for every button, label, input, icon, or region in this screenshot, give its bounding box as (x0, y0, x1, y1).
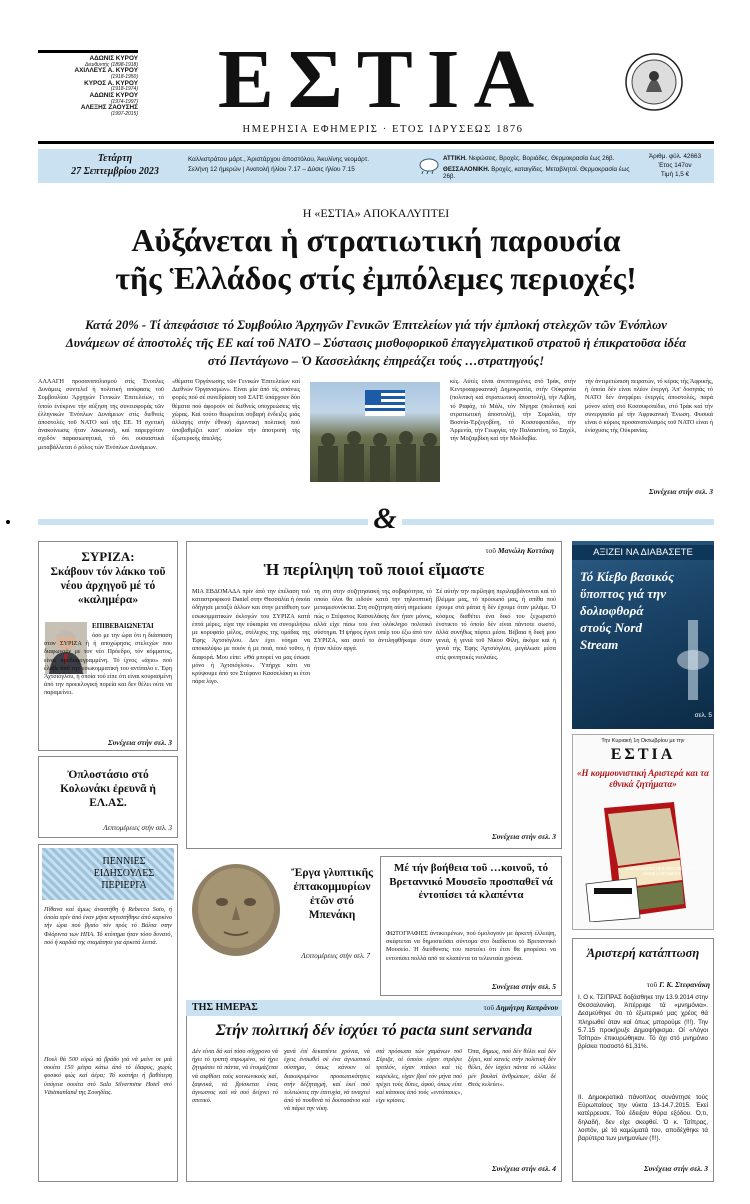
founder-years: Διευθυντής (1898-1918) (84, 61, 138, 68)
seal-icon (624, 52, 684, 112)
museum-continued: Συνέχεια στήν σελ. 5 (491, 982, 556, 991)
lead-headline-line2: τῆς Ἑλλάδος στίς ἐμπόλεμες περιοχές! (115, 260, 637, 296)
weather-attica-label: ΑΤΤΙΚΗ. (443, 155, 467, 162)
weather-thess-text: Βροχές, καταιγίδες. Μεταβλητοί. Θερμοκρασία έως 26β. (443, 166, 630, 180)
olympiakos-title: Ὀπλοστάσιο στό Κολωνάκι ἐρευνᾶ ἡ ΕΛ.ΑΣ. (60, 769, 156, 809)
sculpture-photo (186, 858, 286, 962)
founder-name: ΑΔΩΝΙΣ ΚΥΡΟΥ (89, 91, 138, 99)
founder-name: ΚΥΡΟΣ Α. ΚΥΡΟΥ (84, 79, 138, 87)
mainstory-author-prefix: τοῦ (485, 546, 497, 555)
founder-years: (1918-1950) (110, 74, 138, 81)
masthead-title: ΕΣΤΙΑ (217, 33, 549, 126)
saints-text: Καλλιστράτου μάρτ., Άριστάρχου άποστόλου, Άκυλίνης νεομάρτ. (188, 156, 370, 163)
weather-attica (443, 155, 633, 162)
imeras-continued: Συνέχεια στήν σελ. 4 (491, 1164, 556, 1173)
pipeline-icon (672, 620, 712, 700)
aristeri-paragraph-2: II. Δημοκρατικά πάνοπλος συνάντησε τούς Εύρωπαίους την νύκτα 13-14.7.2015. Έκεί κατέρρευσε. Τού έδειξαν θύρα εξόδου. Ό,τι, δηλαδή, δεν είχε σκεφθεί. Ό κ. Τσίπρας, λοιπόν, μέ τά καμώματά του, αποδέχθηκε τά βαρύτερα των μνημονίων (!!!). (578, 1094, 708, 1143)
founders-box (38, 50, 138, 120)
issue-price: Τιμή 1,5 € (660, 171, 690, 178)
lead-column-1: ΑΛΛΑΓΗ προσανατολισμού στίς Ένοπλες Δυνάμεις συντελεΐ ή πολιτική απόφασις τοῦ Συμβουλίου Άρχηγών Γενικών Έπιτελείων, τό όποίο ένέκρινε τήν αύξηση της συνεισφοράς τῶν έλληνικών Ένόπλων Δυνάμεων στίς διεθνείς άποστολές τοῦ ΝΑΤΟ καί τῆς ΕΕ. Ή σχετική άνακοίνωσις ήταν λακωνική, καί παρερχόταν σχεδόν παρασιωπητικά, τό ότι ουσιαστικά μεταβάλλεται ό ρόλος τών Ένόπλων Δυνάμεων. (38, 378, 164, 451)
imeras-column-4: Όπα, δημως, πού δέν θέλει καί δέν ξέρει, καί κανείς στήν πολιτική δέν θέλει, δέν ίσχύει πάντα τό «Άλλοι μέν βουλαί άνθρώπων, άλλα δέ Θεός κελεύει». (468, 1048, 556, 1088)
lead-continued: Συνέχεια στήν σελ. 3 (648, 487, 713, 496)
founder-years: (1918-1974) (110, 86, 138, 93)
masthead-subtitle: ΗΜΕΡΗΣΙΑ ΕΦΗΜΕΡΙΣ · ΕΤΟΣ ΙΔΡΥΣΕΩΣ 1876 (242, 124, 524, 135)
founder-name: ΑΧΙΛΛΕΥΣ Α. ΚΥΡΟΥ (74, 67, 138, 75)
divider-bar-left (38, 519, 368, 525)
issue-date: 27 Σεπτεμβρίου 2023 (71, 166, 159, 177)
mainstory-title: Ἡ περίληψη τοῦ ποιοί εἴμαστε (263, 560, 485, 579)
mainstory-column-2: τη στη στην συζητησιακή της σοβαρότητα, τό οποίο όλοι θα ειδούν κατά την τηλεοπτική μεταμεσονύκτια. Στη συζήτηση αύτή σημείωσε πώς ο Στέφανος Κασσελάκης δεν ήταν μόνος, αλλά είχε πίσω του ένα ολόκληρο πολιτικό σύστημα. Ή ψήφος έγινε υπέρ του έξω άπό τον ΣΥΡΙΖΑ, και αυτό το άντιληφθήκαμε όταν ήταν πλέον αργά. (314, 588, 432, 653)
aristeri-paragraph-1: Ι. Ο κ. ΤΣΙΠΡΑΣ δοξάσθηκε την 13.9.2014 στην Θεσσαλονίκη. Άπέρριψε τά «μνημόνια». Δεσμεύθηκε ότι τό έξωτερικό μας χρέος θά πληρωθεί όταν καί όπως μπορούμε (!!!). Την 5.7.15 προκήρυξε Δημοψήφισμα. Οί «Λόγοι Τσίπρα» έπικυρώθηκαν. Τό όχι στό μνημόνιο βρίσκει ποσοστό 61,31%. (578, 994, 708, 1051)
aristeri-author: Γ. Κ. Στεφανάκη (659, 980, 710, 989)
imeras-label: ΤΗΣ ΗΜΕΡΑΣ (192, 1002, 258, 1013)
syriza-title: ΣΥΡΙΖΑ: (81, 549, 135, 564)
lead-deck: Κατά 20% - Τί ἀπεφάσισε τό Συμβούλιο Ἀρχηγῶν Γενικῶν Ἐπιτελείων γιά τήν ἐμπλοκή στελεχῶν τῶν Ἐνόπλων Δυνάμεων σέ ἀποστολές τῆς ΕΕ καί τοῦ ΝΑΤΟ – Σύστασις μισθοφορικοῦ ἐπαγγελματικοῦ στρατοῦ ἡ ἐπικρατοῦσα ἰδέα στό Πεντάγωνο – Ὁ Κασσελάκης ἐπηρεάζει τούς …στρατηγούς! (65, 318, 687, 368)
syriza-continued: Συνέχεια στήν σελ. 3 (107, 738, 172, 747)
mainstory-column-1: ΜΙΑ ΕΒΔΟΜΑΔΑ πρίν άπό την έπέλαση τού καταστροφικού Daniel στην Θεσσαλία ή όποία όδήγησε μεταξύ άλλων και στην μετάθεση των εσωκομματικών έκλογών του ΣΥΡΙΖΑ κατά έπτά μέρες, είχα την εύκαιρία να συνομιλήσω με κορυφαίο μέλος, στέλεχος της ομάδας της Έφης Άχτσιόγλου. Δεν έχει νόημα να αποκαλύψω με ποιόν ή με ποιά, ποιό τοῦτο, ή διαφορά. Μου είπε: «Θά μπορεί να μας έσωσε μόνο ή Άχτσιόγλου». Ύπήρχε κάτι να κρύψουμε άπό τον Στέφανο Κασσελάκη κι έτσι πάρα λίγο. (192, 588, 310, 686)
museum-title: Μέ τήν βοήθεια τοῦ …κοινοῦ, τό Βρεταννικό Μουσεῖο προσπαθεῖ νά ἐντοπίσει τά κλαπέντα (389, 862, 553, 901)
promo-book-subtitle: Ο ΚΟΜΜΟΥΝΙΣΤΙΚΗ ΑΡΙΣΤΕΡΑ ΚΑΙ ΤΑ ΕΘΝΙΚΑ ΖΗΤΗΜΑΤΑ (626, 866, 698, 876)
side-dot-icon (6, 520, 10, 524)
divider-bar-right (402, 519, 714, 525)
syriza-subtitle: Σκάβουν τόν λάκκο τοῦ νέου ἀρχηγοῦ μέ τό «καλημέρα» (50, 566, 166, 606)
imeras-column-2: χανά έπί δεκαπέντε χρόνια, νά έχεις ένσωθεί σέ ένα άγνωστικό σύστημα, όπως κάνουν οί διακεκριμένοι προσωπικότητες στήν δέξηταγμή, καί έκεί πού τελειώνεις την έπιτυχία, νά τιναχτεί άπό τό πουθενά τό δουτασάνιο καί νά πάρει την νίκη. (284, 1048, 370, 1113)
mainstory-column-3: Σέ αύτήν την περίληψη περιλαμβάνονται καί τό βλέμμα μας, τό πρόσωπό μας, ή σπίθα πού έχουμε στά μάτια ή δέν έχουμε όταν μιλάμε. Ό κόσμος διαθέτει ένα δικό του ξεχωριστό ένστικτο τό όποίο δέν είναι πάντοτε σωστό, άλλά συνήθως πέφτει μέσα. Βέβαια ή δική μου γενιά, ή γενιά τοῦ Νίκου Φίλη, άκόμα καί ή γενιά τής Έφης Άχτσιόγλου, μεγάλωσε μέσα στίς φοιτητικές νεολαίες. (436, 588, 556, 661)
promo-brand: ΕΣΤΙΑ (610, 746, 676, 763)
sculpture-title: Ἔργα γλυπτικῆς ἐπτακομμυρίων ἐτῶν στό Μπενάκη (291, 867, 373, 921)
book-cover (582, 800, 704, 922)
ampersand-ornament: & (373, 502, 397, 535)
lead-headline-line1: Αὐξάνεται ἡ στρατιωτική παρουσία (131, 222, 621, 258)
aristeri-title: Ἀριστερή κατάπτωση (586, 946, 700, 960)
museum-body: ΦΩΤΟΓΡΑΦΙΕΣ άντικειμένων, πού όμολογούν με άρκετή έλλειψη, σκέφτεται να δημοσιεύσει σύντομα στο διαδίκτυο τό Βρεταννικό Μουσείο. Ή διεύθυνσις του πιστεύει ότι έτσι θα μπορέσει να εντοπίσει πολλά από τα κλαπέντα τα τελευταία χρόνια. (386, 930, 556, 962)
imeras-author-prefix: τοῦ (483, 1003, 495, 1012)
issue-number: Άριθμ. φύλ. 42663 (648, 153, 702, 160)
founder-name: ΑΛΕΞΗΣ ΖΑΟΥΣΗΣ (80, 104, 138, 112)
mainstory-continued: Συνέχεια στήν σελ. 3 (491, 832, 556, 841)
weather-thess-label: ΘΕΣΣΑΛΟΝΙΚΗ. (443, 166, 490, 173)
founder-name: ΑΔΩΝΙΣ ΚΥΡΟΥ (89, 55, 138, 62)
promo-book-title: «Η κομμουνιστική Αριστερά και τα εθνικά ζητήματα» (577, 768, 709, 789)
sculpture-continued: Λεπτομέρειες στήν σελ. 7 (301, 952, 370, 960)
pennies-title: ΠΕΝΝΙΕΣ ΕΙΔΗΣΟΥΛΕΣ ΠΕΡΙΕΡΓΑ (93, 856, 155, 891)
imeras-column-3: στά πρόσωπα τών χαμάνων τοῦ Σύριζα, οί όποίοι είχαν στρέψει τριπλόν, είχαν πτάσει καί τίς καρέκλες, είχαν βρεί τόν μήνα πού τρέχει τούς δύτες, άφού, όπως είπε καί κάποιος άπό τούς «εντόπιους», είχε κρίσεις. (376, 1048, 462, 1105)
pennies-item-1: Πίθανα καί άμως άναστήθη ή Rebecca Soto, ή όποία πρίν άπό έναν μήνα κηνιστήθηκε άπό καρκίνο τήν ώρα πού βγαίο τόν πρός τό Βάλτα στην Φλόριντα των ΗΠΑ. Τό κτύπημα ήταν τόσο δυνατό, πού ή καρδιά της σταμάτησε για άρκετά λεπτά. (44, 906, 172, 946)
lead-column-3: κές. Αύτές είναι άνεπτυγμένες στό Ίράκ, στήν Κεντροαφρικανική Δημοκρατία, στήν Ούκρανία (πολιτική καί στρατιωτική άποστολή), τήν Λιβύη, τό Ραφάχ, τό Μάλι, τόν Νίγηρα (πολιτική καί στρατιωτική άποστολή), τήν Σομαλία, τήν Βοσνία-Έρζεγοβίνη, τό Κοσσυφοπέδιο, τήν Άρμενία, τήν Γεωργία, τήν Παλαιστίνη, τό Σαχέλ, τήν Μοζαμβίκη καί τήν Μολδαβία. (450, 378, 576, 443)
lead-kicker: Η «ΕΣΤΙΑ» ΑΠΟΚΑΛΥΠΤΕΙ (302, 206, 450, 220)
olympiakos-continued: Λεπτομέρειες στήν σελ. 3 (103, 824, 172, 832)
imeras-byline (380, 1003, 558, 1012)
imeras-title: Στήν πολιτική δέν ἰσχύει τό pacta sunt servanda (215, 1022, 533, 1039)
pennies-item-2: Πουλ θά 500 εύρώ τά βράδυ γιά νά μείνε σε μιά σουίτα 150 μέτρα κάτω άπό τό έδαφος, χωρίς φυσικό φώς καί άέρα; Τό κοστήρι ή βαθύτερη ύπόγεια σουίτα στό Sala Silvermine Hotel στό Västmanland της Σουηδίας. (44, 1056, 172, 1096)
weather-icon (418, 155, 440, 175)
lead-column-4: τήν άντιμετώπιση πειρατών, τό κέρας τής Άφρικής, ή όποία δέν είναι πλέον ένεργή. Άπ' δοσηπάς τό ΝΑΤΟ δέν άνηφέρει ένεργές άποστολές, παρά μόνον αύτή στό Κοσσυφοπέδιο, στό Ίράκ καί τήν συνεργασία μέ τήν Άφρικανική Ένωση. Φυσικά είναι ό κύριος προσανατολισμός τοῦ ΝΑΤΟ είναι ή ένίσχυσις τής Ούκρανίας. (585, 378, 713, 435)
issue-day: Τετάρτη (97, 153, 133, 164)
weather-thessaloniki (443, 166, 635, 180)
aksizei-page: σελ. 5 (694, 712, 712, 719)
mainstory-author: Μανώλη Κοττάκη (497, 546, 554, 555)
syriza-body: όσο με την ώρα ότι η διάσπαση στον ΣΥΡΙΖΑ ή ή αποχώρησις στελεχών που διαφωνούν με τον νέο Πρόεδρο, τόν κόμματος, είναι προδιαγεγραμμένη. Τό ίχνος «άγιο» πού έλαβε άπό την εσωκομματική του αντίπαλο ε. Έφη Άχτσιόγλου, ή όποία τού είπε ότι είναι κουρασμένη άπό την προεκλογική πορεία και δεν θέλει ούτε να παραμείνει. (44, 632, 172, 697)
lead-column-2: «θέματα Όργάνωσης τῶν Γενικών Έπιτελείων καί Διεθνών Όργανισμών». Είναι μία άπό τίς σπάνιες φορές πού σέ συνεδρίαση τοῦ ΣΑΓΕ ύπάρχουν δύο θέματα πού άφορούν σέ διεθνείς υποχρεώσεις τής χώρας. Καί τούτο θεωρείται σοβαρή ένδειξις μιάς άλλαγής στήν έθνική άμυντική πολιτική πού ύποβαθμίζει καιτ' ούσίαν τήν άποτροπή τής έξωτερικής άπειλής. (172, 378, 300, 443)
issue-year: Έτος 147ον (658, 162, 692, 169)
mainstory-byline (190, 546, 554, 555)
founder-years: (1997-2015) (110, 110, 138, 117)
imeras-column-1: Δέν είναι δά καί τόσο σύγχρονο νά ήχει τό τριπτή σπρωμένο, νά ήχει ζητιμάσει τά πάντα, νά έτοιμάζεται νά αιφθίσει τούς κοινωνικούς καί, ξαφνικά, νά βρίσκεται ένας άγνωστος καί νά σού δείχνει τό σπιτικό. (192, 1048, 278, 1105)
aksizei-headline: Τό Κίεβο βασικός ὕποπτος γιά την δολιοφθορά στούς Nord Stream (580, 569, 674, 652)
weather-attica-text: Νεφώσεις. Βροχές. Βοριάδες. Θερμοκρασία έως 26β. (468, 155, 615, 162)
syriza-lead: ΕΠΙΒΕΒΑΙΩΝΕΤΑΙ (92, 622, 154, 630)
founder-years: (1974-1997) (110, 98, 138, 105)
soldiers-photo (310, 382, 440, 482)
aristeri-byline (576, 980, 710, 989)
aristeri-continued: Συνέχεια στήν σελ. 3 (643, 1164, 708, 1173)
imeras-author: Δημήτρη Καπράνου (495, 1003, 558, 1012)
aksizei-label: ΑΞΙΖΕΙ ΝΑ ΔΙΑΒΑΣΕΤΕ (572, 545, 714, 560)
promo-top: Την Κυριακή 1η Οκτωβρίου με την (601, 738, 685, 744)
aristeri-author-prefix: τοῦ (646, 980, 658, 989)
moon-text: Σελήνη 12 ήμερών | Ανατολή ήλίου 7.17 – Δύσις ήλίου 7.15 (188, 166, 355, 173)
